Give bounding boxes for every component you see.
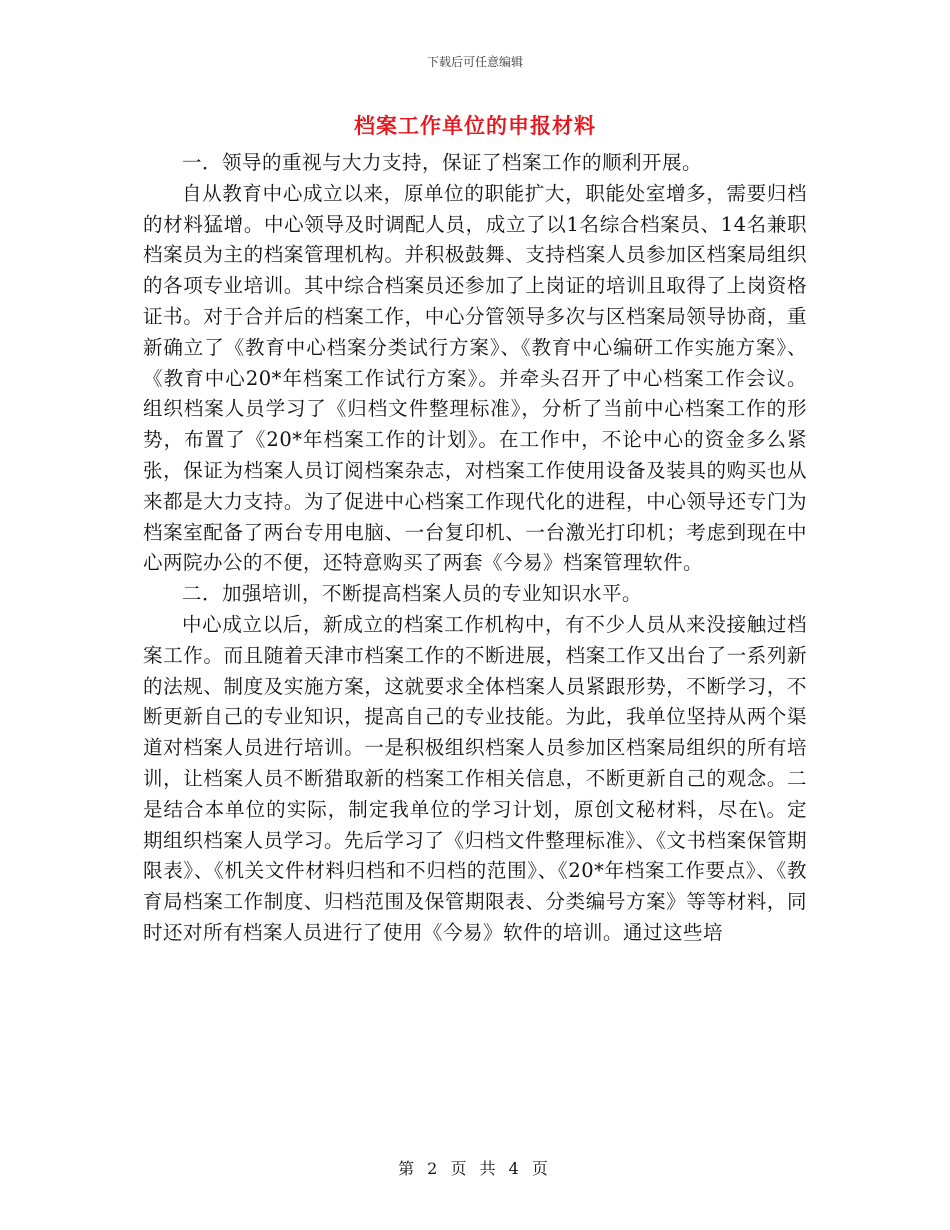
- document-title: 档案工作单位的申报材料: [354, 114, 596, 138]
- section-heading-2: 二．加强培训，不断提高档案人员的专业知识水平。: [182, 582, 643, 606]
- paragraph-2: 中心成立以后，新成立的档案工作机构中，有不少人员从来没接触过档案工作。而且随着天津市档案工作的不断进展，档案工作又出台了一系列新的法规、制度及实施方案，这就要求全体档案人员紧跟形势，不断学习，不断更新自己的专业知识，提高自己的专业技能。为此，我单位坚持从两个渠道对档案人员进行培训。一是积极组织档案人员参加区档案局组织的所有培训，让档案人员不断猎取新的档案工作相关信息，不断更新自己的观念。二是结合本单位的实际，制定我单位的学习计划，原创文秘材料，尽在\。定期组织档案人员学习。先后学习了《归档文件整理标准》、《文书档案保管期限表》、《机关文件材料归档和不归档的范围》、《20*年档案工作要点》、《教育局档案工作制度、归档范围及保管期限表、分类编号方案》等等材料，同时还对所有档案人员进行了使用《今易》软件的培训。通过这些培: [143, 612, 807, 944]
- page-footer: 第 2 页 共 4 页: [398, 1159, 552, 1178]
- paragraph-1: 自从教育中心成立以来，原单位的职能扩大，职能处室增多，需要归档的材料猛增。中心领导及时调配人员，成立了以1名综合档案员、14名兼职档案员为主的档案管理机构。并积极鼓舞、支持档案人员参加区档案局组织的各项专业培训。其中综合档案员还参加了上岗证的培训且取得了上岗资格证书。对于合并后的档案工作，中心分管领导多次与区档案局领导协商，重新确立了《教育中心档案分类试行方案》、《教育中心编研工作实施方案》、《教育中心20*年档案工作试行方案》。并牵头召开了中心档案工作会议。组织档案人员学习了《归档文件整理标准》，分析了当前中心档案工作的形势，布置了《20*年档案工作的计划》。在工作中，不论中心的资金多么紧张，保证为档案人员订阅档案杂志，对档案工作使用设备及装具的购买也从来都是大力支持。为了促进中心档案工作现代化的进程，中心领导还专门为档案室配备了两台专用电脑、一台复印机、一台激光打印机；考虑到现在中心两院办公的不便，还特意购买了两套《今易》档案管理软件。: [143, 181, 807, 575]
- section-heading-1: 一．领导的重视与大力支持，保证了档案工作的顺利开展。: [182, 151, 703, 174]
- document-body: [143, 148, 807, 949]
- header-note: 下载后可任意编辑: [426, 55, 523, 69]
